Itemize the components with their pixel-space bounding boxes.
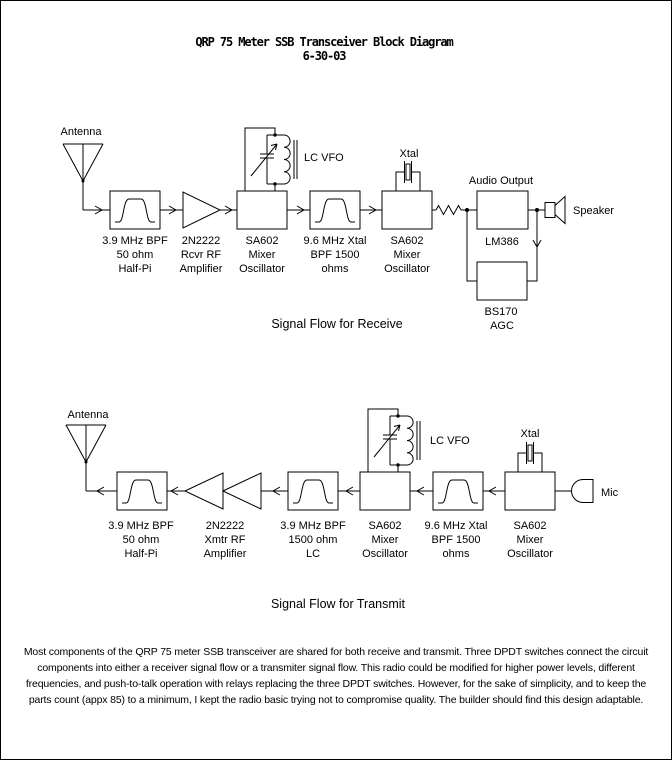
- rx-junction-dot-left: [465, 208, 469, 212]
- rx-agc-label: AGC: [490, 320, 514, 332]
- rx-speaker-icon: [545, 197, 565, 224]
- notes-line-4: parts count (appx 85) to a minimum, I kept the radio basic trying not to compromise quality. The builder should find this design adaptable.: [28, 694, 644, 706]
- block-label-line: LC: [305, 548, 321, 560]
- rx-crystal-icon: [396, 161, 420, 191]
- transmit-diagram: [66, 409, 619, 611]
- block-label-line: 2N2222: [205, 520, 245, 532]
- notes-line-1: Most components of the QRP 75 meter SSB transceiver are shared for both receive and transmit. Three DPDT switches connect the circuit: [23, 646, 649, 658]
- page-title: QRP 75 Meter SSB Transceiver Block Diagram: [195, 35, 453, 49]
- block-label-line: SA602: [245, 235, 279, 247]
- block-label-line: BPF 1500: [431, 534, 481, 546]
- rx-lm386-label: LM386: [485, 236, 519, 248]
- tx-bpf1-box: [117, 472, 167, 510]
- rx-lc-vfo-label: LC VFO: [304, 152, 344, 164]
- title-block: [195, 35, 453, 63]
- rx-antenna-icon: [63, 144, 103, 210]
- block-label-line: Half-Pi: [124, 548, 158, 560]
- block-label-line: Amplifier: [179, 263, 223, 275]
- block-label-line: Mixer: [393, 249, 421, 261]
- block-label-line: Mixer: [516, 534, 544, 546]
- rx-amplifier-triangle: [183, 192, 220, 228]
- rx-mixer2-box: [382, 191, 432, 229]
- rx-resistor-icon: [436, 206, 461, 215]
- block-label-line: SA602: [368, 520, 402, 532]
- tx-lc-vfo-label: LC VFO: [430, 435, 470, 447]
- block-label-line: BPF 1500: [310, 249, 360, 261]
- block-label-line: Mixer: [371, 534, 399, 546]
- tx-amplifier-triangle-2: [223, 473, 261, 509]
- tx-mixer2-box: [505, 472, 555, 510]
- block-label-line: Amplifier: [203, 548, 247, 560]
- rx-xtal-label: Xtal: [399, 148, 419, 160]
- block-label-line: ohms: [442, 548, 470, 560]
- rx-lc-vfo-icon: [245, 128, 297, 191]
- rx-bs170-label: BS170: [484, 306, 518, 318]
- block-label-line: Oscillator: [239, 263, 285, 275]
- rx-caption: Signal Flow for Receive: [271, 317, 403, 331]
- tx-crystal-icon: [518, 442, 542, 472]
- tx-mic-label: Mic: [601, 487, 619, 499]
- rx-audio-output-label: Audio Output: [468, 175, 534, 187]
- rx-antenna-label: Antenna: [60, 126, 102, 138]
- block-label-line: 2N2222: [181, 235, 221, 247]
- block-label-line: Oscillator: [507, 548, 553, 560]
- block-label-line: 9.6 MHz Xtal: [303, 235, 367, 247]
- block-label-line: 3.9 MHz BPF: [102, 235, 168, 247]
- block-label-line: SA602: [513, 520, 547, 532]
- block-label-line: Half-Pi: [118, 263, 152, 275]
- tx-mixer1-box: [360, 472, 410, 510]
- tx-caption: Signal Flow for Transmit: [270, 597, 406, 611]
- tx-microphone-icon: [572, 480, 594, 503]
- notes-line-2: components into either a receiver signal flow or a transmiter signal flow. This radio could be modified for higher power levels, different: [37, 662, 635, 674]
- tx-bpf2-box: [288, 472, 338, 510]
- rx-bs170-box: [477, 262, 527, 300]
- tx-lc-vfo-icon: [368, 409, 420, 472]
- notes-paragraph: [24, 646, 649, 706]
- rx-junction-dot-right: [535, 208, 539, 212]
- block-label-line: Xmtr RF: [204, 534, 246, 546]
- block-label-line: Oscillator: [362, 548, 408, 560]
- tx-block-labels: [108, 520, 553, 560]
- block-label-line: ohms: [321, 263, 349, 275]
- notes-line-3: frequencies, and push-to-talk operation with relays replacing the three DPDT switches. However, for the sake of simplicity, and to keep the: [25, 678, 647, 690]
- tx-antenna-label: Antenna: [67, 409, 109, 421]
- block-label-line: 3.9 MHz BPF: [280, 520, 346, 532]
- tx-xtal-label: Xtal: [520, 428, 540, 440]
- receive-diagram: [61, 126, 615, 332]
- rx-mixer1-box: [237, 191, 287, 229]
- rx-bpf1-box: [110, 191, 160, 229]
- block-label-line: 9.6 MHz Xtal: [424, 520, 488, 532]
- block-label-line: 50 ohm: [122, 534, 160, 546]
- rx-lm386-box: [477, 191, 528, 229]
- tx-antenna-icon: [66, 425, 106, 491]
- rx-speaker-label: Speaker: [573, 205, 614, 217]
- block-label-line: SA602: [390, 235, 424, 247]
- block-label-line: 1500 ohm: [288, 534, 338, 546]
- block-label-line: Rcvr RF: [180, 249, 222, 261]
- block-label-line: Mixer: [248, 249, 276, 261]
- block-label-line: 3.9 MHz BPF: [108, 520, 174, 532]
- rx-bpf2-box: [310, 191, 360, 229]
- page-date: 6-30-03: [302, 49, 346, 63]
- block-label-line: Oscillator: [384, 263, 430, 275]
- tx-amplifier-triangle-1: [185, 473, 223, 509]
- tx-bpf3-box: [433, 472, 483, 510]
- block-label-line: 50 ohm: [116, 249, 154, 261]
